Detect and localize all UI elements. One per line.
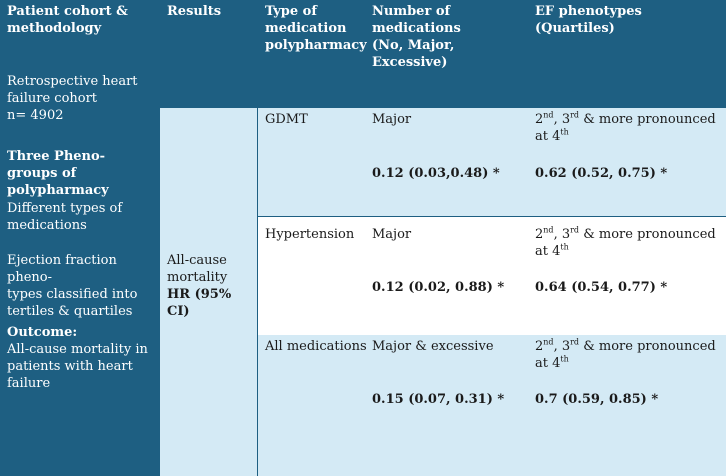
cohort-ef-phenotypes: Ejection fraction pheno- types classified into tertiles & quartiles (7, 253, 138, 319)
row-number: Major (372, 112, 412, 127)
mortality-label: All-cause mortality (167, 253, 228, 285)
row-ef-text: 2nd, 3rd & more pronounced at 4th (535, 337, 716, 371)
table-row (258, 216, 726, 336)
header-number: Number of medications (No, Major, Excessive) (372, 4, 461, 70)
results-label (167, 252, 257, 320)
cohort-medication-types: Different types of medications (7, 201, 123, 233)
header-type: Type of medication polypharmacy (265, 4, 367, 53)
outcome-label: Outcome: (7, 325, 78, 340)
row-number-value: 0.12 (0.02, 0.88) * (372, 280, 505, 295)
outcome-text: All-cause mortality in patients with heart failure (7, 342, 148, 391)
row-number-value: 0.12 (0.03,0.48) * (372, 166, 500, 181)
cohort-description: Retrospective heart failure cohort n= 4902 (7, 74, 138, 123)
row-number-value: 0.15 (0.07, 0.31) * (372, 392, 505, 407)
row-type: Hypertension (265, 227, 355, 242)
table-row (258, 108, 726, 216)
column-divider (257, 0, 258, 476)
row-number: Major & excessive (372, 339, 494, 354)
results-column (160, 108, 258, 476)
cohort-phenogroups: Three Pheno-groups of polypharmacy (7, 149, 109, 198)
hr-label: HR (95% CI) (167, 287, 232, 319)
header-results: Results (167, 4, 222, 19)
row-ef-text: 2nd, 3rd & more pronounced at 4th (535, 225, 716, 259)
row-ef-value: 0.64 (0.54, 0.77) * (535, 280, 668, 295)
row-ef-value: 0.62 (0.52, 0.75) * (535, 166, 668, 181)
cohort-column (0, 74, 159, 476)
row-ef-value: 0.7 (0.59, 0.85) * (535, 392, 659, 407)
header-ef: EF phenotypes (Quartiles) (535, 4, 642, 36)
row-ef-text: 2nd, 3rd & more pronounced at 4th (535, 110, 716, 144)
row-type: All medications (265, 339, 367, 354)
column-divider (159, 0, 160, 476)
table-row (258, 335, 726, 476)
header-cohort: Patient cohort & methodology (7, 4, 128, 36)
row-type: GDMT (265, 112, 308, 127)
row-number: Major (372, 227, 412, 242)
